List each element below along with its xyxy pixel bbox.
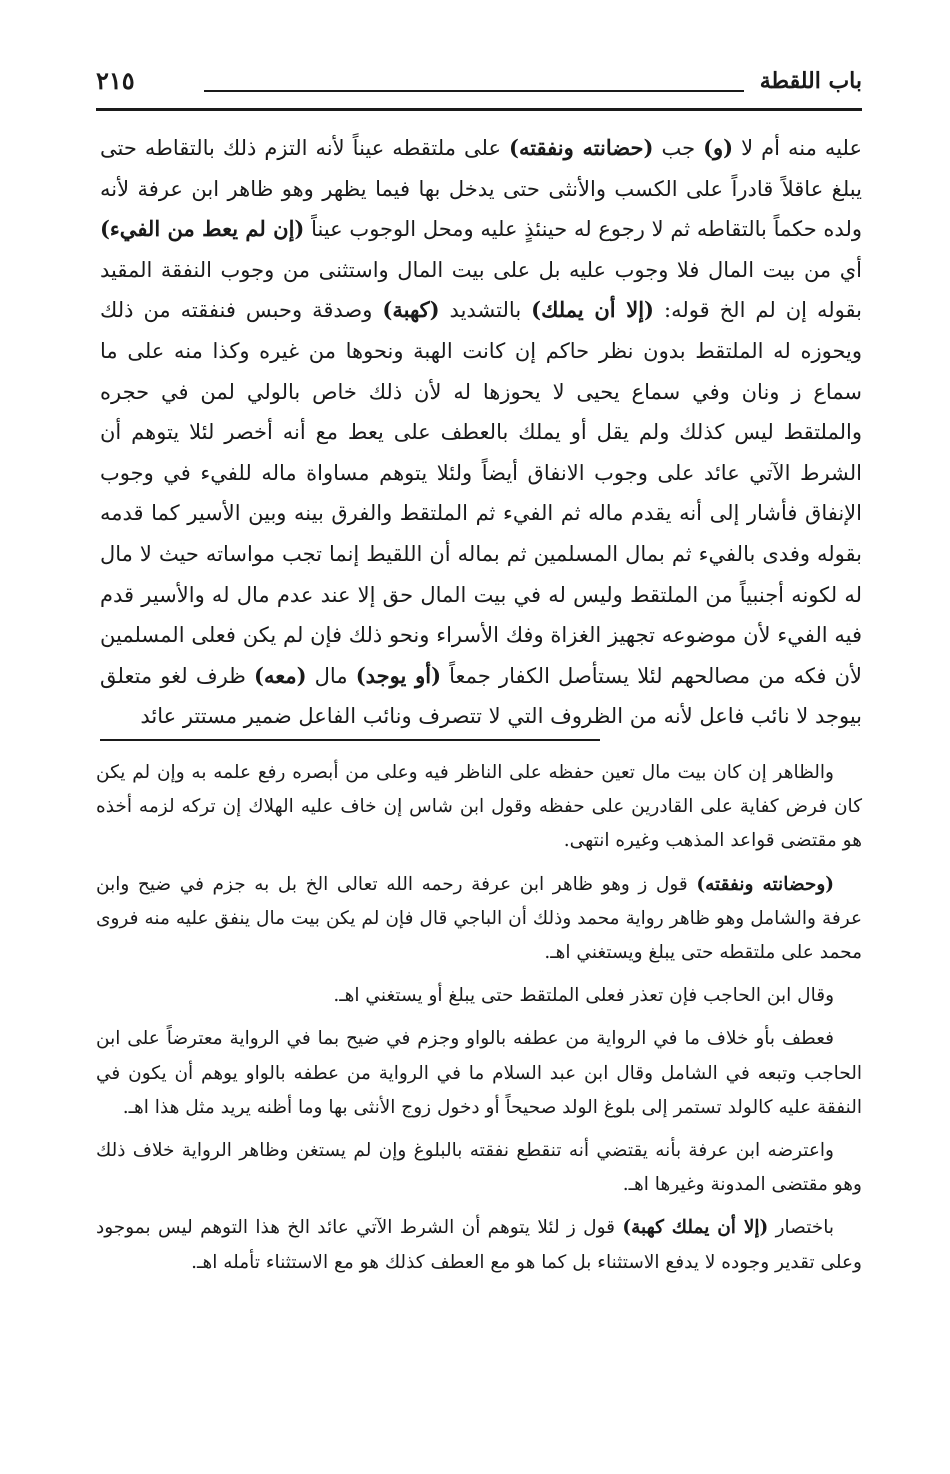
- header-rule: [96, 108, 862, 111]
- matn-term: (إلا أن يملك كهبة): [622, 1217, 769, 1239]
- text-run: بالتشديد: [439, 298, 532, 323]
- matn-term: (حضانته ونفقته): [509, 135, 654, 160]
- matn-term: (و): [703, 135, 734, 160]
- matn-term: (وحضانته ونفقته): [696, 873, 835, 895]
- text-run: باختصار: [768, 1217, 834, 1239]
- footnote-paragraph: [96, 1022, 862, 1125]
- text-run: وصدقة وحبس فنفقته من ذلك ويحوزه له الملتقط بدون نظر حاكم إن كانت الهبة ونحوها من غيره وكذا منه على ما سماع ز ونان وفي سماع يحيى لا يحوزها له لأن ذلك خاص بالولي لمن في حجره والملتقط ليس كذلك ولم يقل أو يملك بالعطف على يعط مع أنه أخصر لئلا يتوهم أن الشرط الآتي عائد على وجوب الانفاق أيضاً ولئلا يتوهم مساواة ماله للفيء في وجوب الإنفاق فأشار إلى أنه يقدم ماله ثم الفيء ثم الملتقط والفرق بينه وبين الأسير كما قدمه بقوله وفدى بالفيء ثم بمال المسلمين ثم بماله أن اللقيط إنما تجب مواساته حيث لا مال له لكونه أجنبياً من الملتقط وليس له في بيت المال حق إلا عند عدم مال له والأسير قدم فيه الفيء لأن موضوعه تجهيز الغزاة وفك الأسراء ونحو ذلك فإن لم يكن فعلى المسلمين لأن فكه من مصالحهم لئلا يستأصل الكفار جمعاً: [100, 298, 863, 688]
- matn-term: (أو يوجد): [355, 662, 442, 688]
- text-run: مال: [306, 663, 356, 688]
- matn-term: (كهبة): [382, 297, 440, 323]
- text-run: عليه منه أم لا: [733, 136, 863, 160]
- chapter-title: باب اللقطة: [759, 68, 862, 94]
- text-run: وقال ابن الحاجب فإن تعذر فعلى الملتقط حتى يبلغ أو يستغني اهـ.: [333, 985, 834, 1007]
- running-header: [96, 62, 862, 102]
- matn-term: (معه): [254, 662, 307, 688]
- text-run: على ملتقطه عيناً لأنه التزم ذلك بالتقاطه حتى يبلغ عاقلاً قادراً على الكسب والأنثى حتى يدخل بها فيما يظهر وهو ظاهر ابن عرفة لأنه ولده حكماً بالتقاطه ثم لا رجوع له حينئذٍ عليه ومحل الوجوب عيناً: [100, 136, 862, 242]
- footnote-divider: [100, 739, 600, 741]
- main-paragraph: [100, 128, 862, 737]
- footnotes: [96, 756, 862, 1289]
- text-run: واعترضه ابن عرفة بأنه يقتضي أنه تنقطع نفقته بالبلوغ وإن لم يستغن وظاهر الرواية خلاف ذلك وهو مقتضى المدونة وغيرها اهـ.: [96, 1140, 862, 1196]
- header-line: [204, 90, 744, 92]
- footnote-paragraph: [96, 979, 862, 1013]
- page-number: ٢١٥: [96, 66, 135, 95]
- matn-term: (إلا أن يملك): [531, 297, 654, 323]
- text-run: أي من بيت المال فلا وجوب عليه بل على بيت المال واستثنى من وجوب النفقة المقيد بقوله إن لم الخ قوله:: [100, 257, 862, 323]
- footnote-paragraph: [96, 1211, 862, 1279]
- footnote-paragraph: [96, 868, 862, 971]
- main-text: [100, 128, 862, 737]
- text-run: قول ز وهو ظاهر ابن عرفة رحمه الله تعالى الخ بل به جزم في ضيح وابن عرفة والشامل وهو ظاهر رواية محمد وذلك أن الباجي قال فإن لم يكن بيت مال ينفق عليه منه فروى محمد على ملتقطه حتى يبلغ ويستغني اهـ.: [96, 873, 862, 964]
- footnote-paragraph: [96, 1134, 862, 1202]
- text-run: والظاهر إن كان بيت مال تعين حفظه على الناظر فيه وعلى من أبصره رفع علمه به وإن لم يكن كان فرض كفاية على القادرين على حفظه وقول ابن شاس إن خاف عليه الهلاك إن تركه لزمه أخذه هو مقتضى قواعد المذهب وغيره انتهى.: [96, 762, 862, 852]
- text-run: جب: [653, 136, 704, 160]
- text-run: ظرف لغو متعلق بيوجد لا نائب فاعل لأنه من الظروف التي لا تتصرف ونائب الفاعل ضمير مستتر عائد: [100, 663, 862, 729]
- text-run: فعطف بأو خلاف ما في الرواية من عطفه بالواو وجزم في ضيح بما في الرواية معترضاً على ابن الحاجب وتبعه في الشامل وقال ابن عبد السلام ما في الرواية من عطفه بالواو يوهم أن يكون في النفقة عليه كالولد تستمر إلى بلوغ الولد صحيحاً أو دخول زوج الأنثى بها وما أظنه يريد مثل هذا اهـ.: [96, 1028, 862, 1118]
- footnote-paragraph: [96, 756, 862, 859]
- text-run: قول ز لئلا يتوهم أن الشرط الآتي عائد الخ هذا التوهم ليس بموجود وعلى تقدير وجوده لا يدفع الاستثناء بل كما هو مع العطف كذلك هو مع الاستثناء تأمله اهـ.: [96, 1217, 862, 1273]
- matn-term: (إن لم يعط من الفيء): [100, 216, 305, 242]
